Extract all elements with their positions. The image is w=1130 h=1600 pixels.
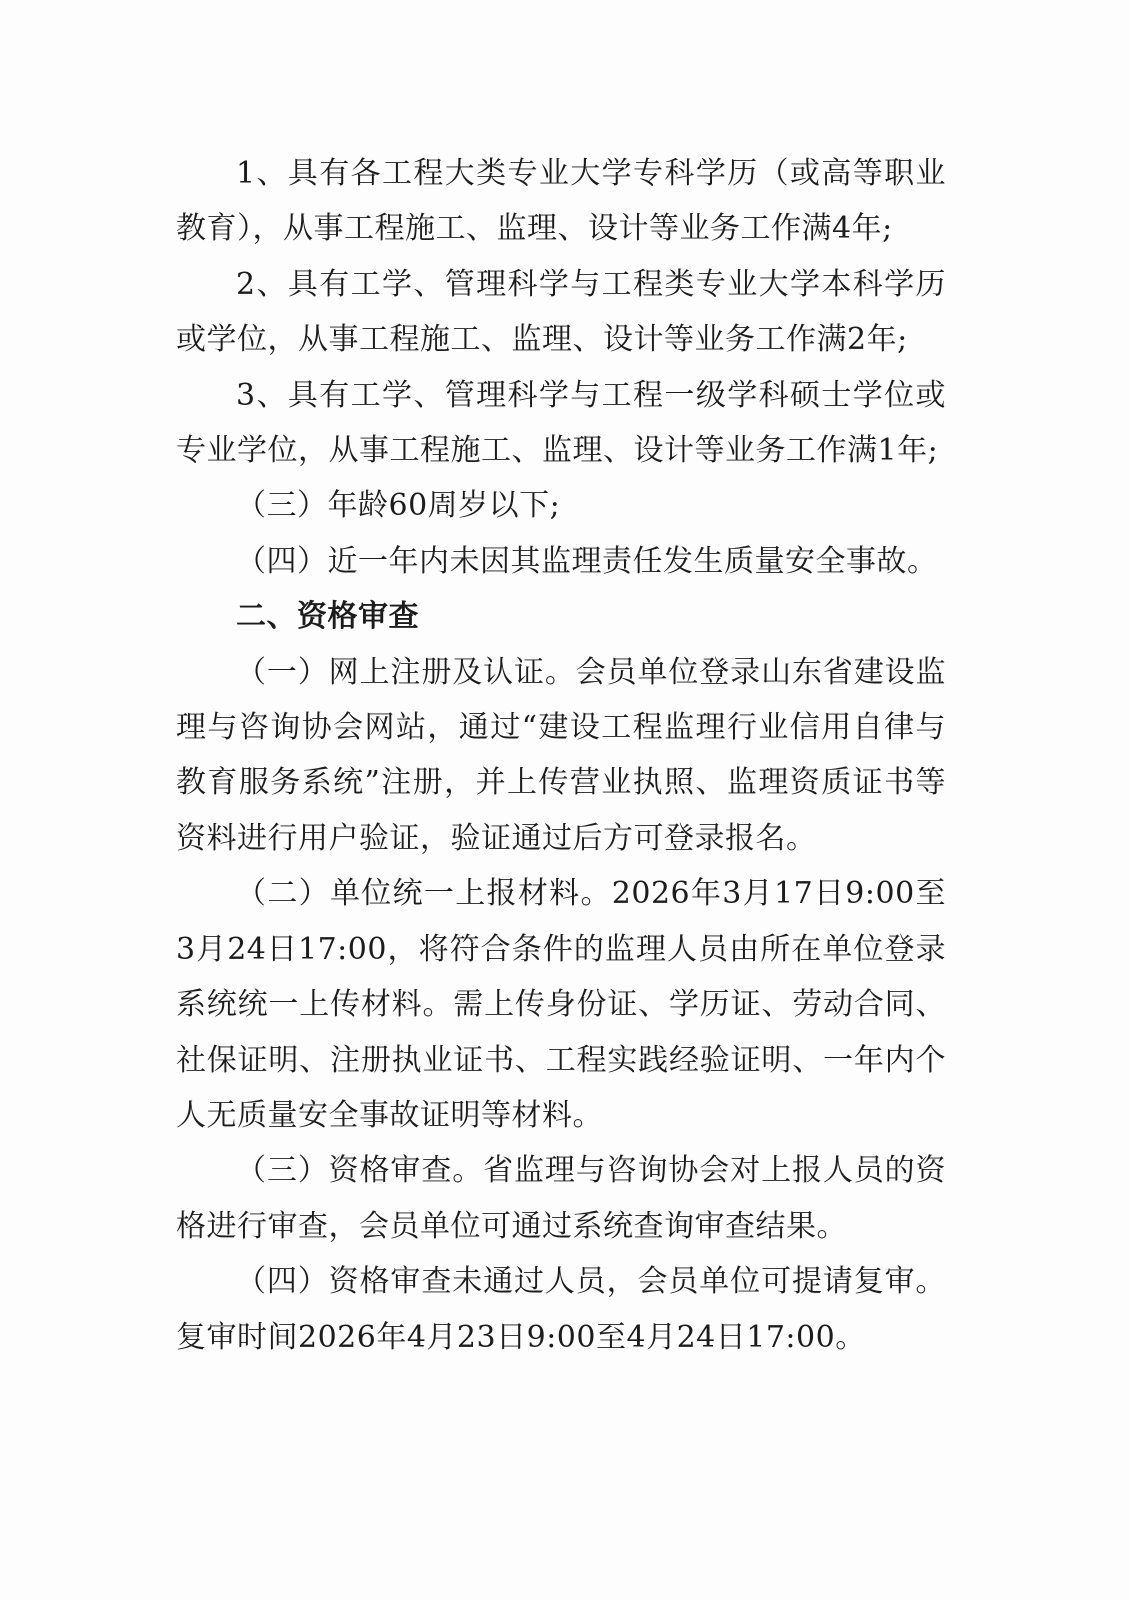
paragraph-review: （三）资格审查。省监理与咨询协会对上报人员的资格进行审查，会员单位可通过系统查询审查结果。 [176, 1153, 946, 1244]
paragraph-age-limit: （三）年龄60周岁以下; [236, 488, 561, 524]
paragraph-requirement-2: 2、具有工学、管理科学与工程类专业大学本科学历或学位，从事工程施工、监理、设计等业务工作满2年; [176, 266, 946, 358]
paragraph-requirement-1: 1、具有各工程大类专业大学专科学历（或高等职业教育），从事工程施工、监理、设计等业务工作满4年; [176, 156, 946, 247]
paragraph-no-accident: （四）近一年内未因其监理责任发生质量安全事故。 [236, 543, 938, 579]
paragraph-re-review: （四）资格审查未通过人员，会员单位可提请复审。复审时间2026年4月23日9:00至4月24日17:00。 [176, 1264, 946, 1355]
section-heading-qualification-review: 二、资格审查 [236, 599, 419, 635]
document-body [176, 146, 946, 1365]
paragraph-unit-submission: （二）单位统一上报材料。2026年3月17日9:00至3月24日17:00，将符合条件的监理人员由所在单位登录系统统一上传材料。需上传身份证、学历证、劳动合同、社保证明、注册执业证书、工程实践经验证明、一年内个人无质量安全事故证明等材料。 [176, 876, 946, 1133]
paragraph-requirement-3: 3、具有工学、管理科学与工程一级学科硕士学位或专业学位，从事工程施工、监理、设计等业务工作满1年; [176, 377, 946, 469]
paragraph-online-registration: （一）网上注册及认证。会员单位登录山东省建设监理与咨询协会网站，通过“建设工程监理行业信用自律与教育服务系统”注册，并上传营业执照、监理资质证书等资料进行用户验证，验证通过后方可登录报名。 [176, 654, 946, 856]
